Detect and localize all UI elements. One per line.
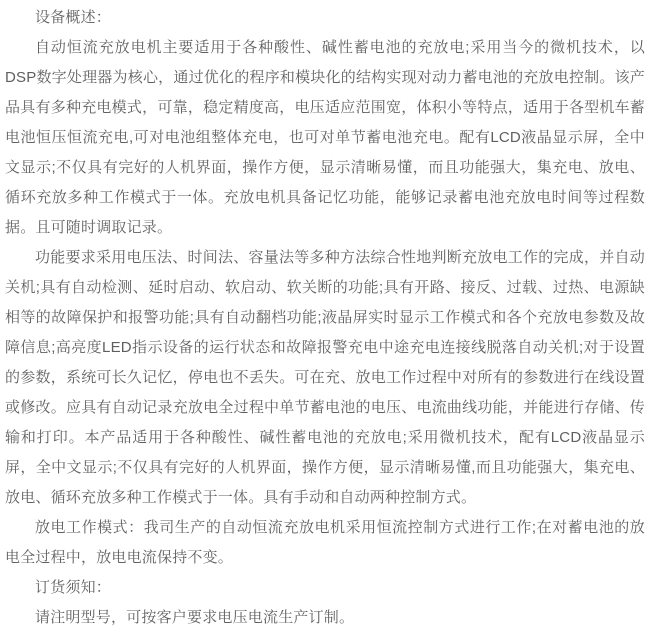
paragraph-order-instructions: 请注明型号，可按客户要求电压电流生产订制。 (35, 609, 355, 626)
heading-equipment-overview: 设备概述： (35, 9, 112, 26)
paragraph-function-requirements: 功能要求采用电压法、时间法、容量法等多种方法综合性地判断充放电工作的完成，并自动关机;具有自动检测、延时启动、软启动、软关断的功能;具有开路、接反、过载、过热、电源缺相等的故障保护和报警功能;具有自动翻档功能;液晶屏实时显示工作模式和各个充放电参数及故障信息;高亮度LED指示设备的运行状态和故障报警充电中途充电连接线脱落自动关机;对于设置的参数，系统可长久记忆，停电也不丢失。可在充、放电工作过程中对所有的参数进行在线设置或修改。应具有自动记录充放电全过程中单节蓄电池的电压、电流曲线功能，并能进行存储、传输和打印。本产品适用于各种酸性、碱性蓄电池的充放电;采用微机技术，配有LCD液晶显示屏，全中文显示;不仅具有完好的人机界面，操作方便，显示清晰易懂,而且功能强大，集充电、放电、循环充放多种工作模式于一体。具有手动和自动两种控制方式。 (5, 249, 645, 506)
heading-order-notice: 订货须知： (35, 579, 112, 596)
paragraph-equipment-overview-body: 自动恒流充放电机主要适用于各种酸性、碱性蓄电池的充放电;采用当今的微机技术，以DSP数字处理器为核心，通过优化的程序和模块化的结构实现对动力蓄电池的充放电控制。该产品具有多种充电模式，可靠，稳定精度高，电压适应范围宽，体积小等特点，适用于各型机车蓄电池恒压恒流充电,可对电池组整体充电，也可对单节蓄电池充电。配有LCD液晶显示屏，全中文显示;不仅具有完好的人机界面，操作方便，显示清晰易懂，而且功能强大，集充电、放电、循环充放多种工作模式于一体。充放电机具备记忆功能，能够记录蓄电池充放电时间等过程数据。且可随时调取记录。 (5, 39, 645, 236)
paragraph-discharge-work-mode: 放电工作模式：我司生产的自动恒流充放电机采用恒流控制方式进行工作;在对蓄电池的放电全过程中，放电电流保持不变。 (5, 519, 645, 566)
